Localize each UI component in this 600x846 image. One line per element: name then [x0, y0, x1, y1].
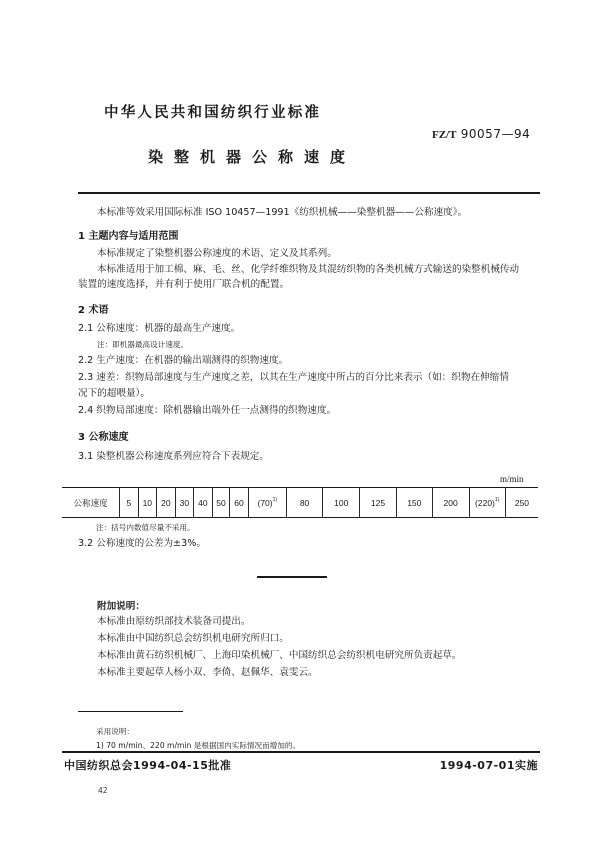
section-1-p1: 本标准规定了染整机器公称速度的术语、定义及其系列。 — [97, 248, 337, 259]
footnote-mark: 1) — [494, 496, 500, 503]
table-unit: m/min — [500, 474, 524, 484]
section-1-p2-line1: 本标准适用于加工棉、麻、毛、丝、化学纤维织物及其混纺织物的各类机械方式输送的染整机械传动 — [97, 264, 520, 275]
nominal-speed-table — [62, 487, 538, 518]
table-cell: 200 — [432, 488, 469, 518]
standard-prefix: FZ/T — [432, 129, 457, 141]
standard-number: 90057—94 — [460, 127, 531, 141]
additional-note-line: 本标准主要起草人杨小双、李倚、赵佩华、袁雯云。 — [97, 667, 318, 678]
clause-2-3-line2: 况下的超喂量）。 — [78, 388, 150, 399]
table-cell: 40 — [194, 488, 213, 518]
section-1-p2-line2: 装置的速度选择，并有利于使用厂联合机的配置。 — [78, 279, 290, 290]
table-cell: 20 — [157, 488, 176, 518]
adoption-note-text: 1) 70 m/min、220 m/min 是根据国内实际情况而增加的。 — [96, 741, 301, 750]
clause-2-2: 2.2 生产速度：在机器的输出端测得的织物速度。 — [78, 355, 289, 366]
table-cell: 100 — [323, 488, 360, 518]
table-row-label: 公称速度 — [73, 498, 108, 509]
additional-note-line: 本标准由黄石纺织机械厂、上海印染机械厂、中国纺织总会纺织机电研究所负责起草。 — [97, 650, 462, 661]
effective-date: 1994-07-01实施 — [439, 759, 538, 772]
clause-3-1: 3.1 染整机器公称速度系列应符合下表规定。 — [78, 451, 269, 462]
table-cell: 80 — [286, 488, 323, 518]
table-cell-value: (70) — [257, 497, 273, 508]
table-cell-value: (220) — [475, 497, 495, 508]
table-cell: 250 — [505, 488, 538, 518]
table-cell: 50 — [212, 488, 230, 518]
footer-divider — [62, 751, 540, 753]
intro-paragraph: 本标准等效采用国际标准 ISO 10457—1991《纺织机械——染整机器——公称速度》。 — [97, 207, 468, 218]
table-cell: 30 — [175, 488, 194, 518]
footnote-mark: 1) — [272, 496, 278, 503]
section-1-heading: 1 主题内容与适用范围 — [78, 231, 179, 242]
adoption-note-heading: 采用说明： — [96, 727, 134, 736]
table-cell: 5 — [120, 488, 138, 518]
table-cell: 60 — [230, 488, 249, 518]
section-3-heading: 3 公称速度 — [78, 432, 129, 443]
end-of-text-rule — [257, 576, 327, 578]
clause-2-3-line1: 2.3 速差：织物局部速度与生产速度之差，以其在生产速度中所占的百分比来表示（如：织物在伸缩情 — [78, 372, 509, 383]
standard-code — [432, 127, 530, 141]
document-title: 染整机器公称速度 — [148, 148, 357, 166]
additional-note-line: 本标准由中国纺织总会纺织机电研究所归口。 — [97, 633, 289, 644]
header-divider — [78, 192, 540, 194]
clause-2-1-note: 注：即机器最高设计速度。 — [97, 340, 189, 349]
table-cell-footnoted — [469, 488, 505, 518]
additional-notes-heading: 附加说明： — [97, 601, 145, 612]
table-cell: 10 — [138, 488, 157, 518]
table-cell-footnoted — [248, 488, 286, 518]
table-cell: 125 — [360, 488, 397, 518]
table-row — [62, 488, 538, 518]
clause-3-2: 3.2 公称速度的公差为±3%。 — [78, 538, 206, 549]
approval-date: 中国纺织总会1994-04-15批准 — [64, 759, 232, 772]
additional-note-line: 本标准由原纺织部技术装备司提出。 — [97, 616, 251, 627]
footnote-divider — [78, 711, 183, 712]
issuing-organization: 中华人民共和国纺织行业标准 — [104, 105, 322, 121]
clause-2-1: 2.1 公称速度：机器的最高生产速度。 — [78, 323, 241, 334]
table-cell: 150 — [396, 488, 432, 518]
table-note: 注：括号内数值尽量不采用。 — [96, 523, 195, 532]
page-number: 42 — [98, 786, 108, 795]
section-2-heading: 2 术语 — [78, 305, 109, 316]
clause-2-4: 2.4 织物局部速度：除机器输出端外任一点测得的织物速度。 — [78, 405, 337, 416]
